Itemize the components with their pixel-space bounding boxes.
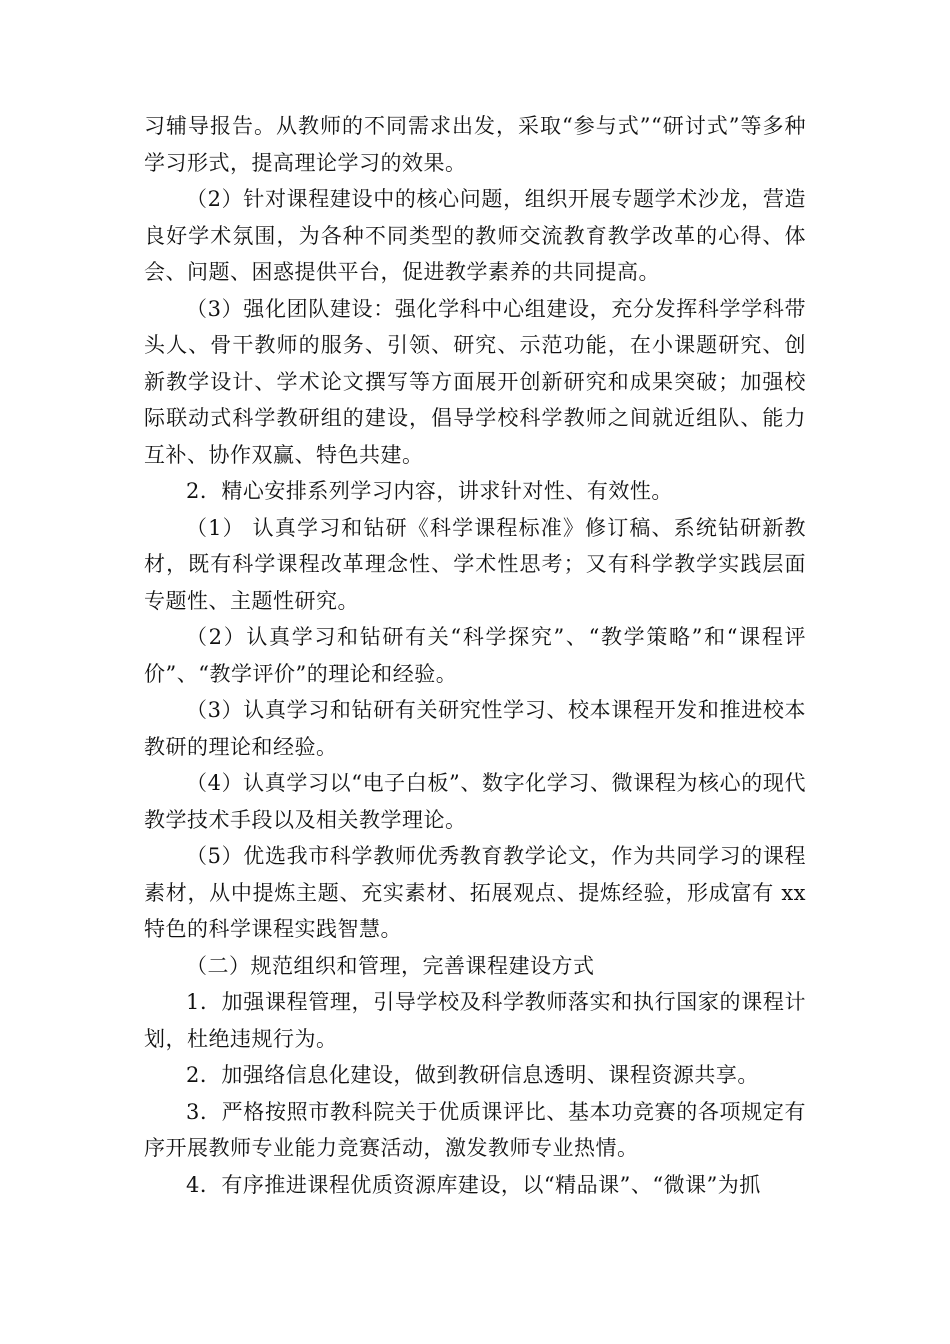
paragraph-item-2-inquiry: （2）认真学习和钻研有关“科学探究”、“教学策略”和“课程评价”、“教学评价”的理论和经验。	[144, 625, 806, 686]
paragraph-item-1-standard: （1） 认真学习和钻研《科学课程标准》修订稿、系统钻研新教材，既有科学课程改革理念性、学术性思考；又有科学教学实践层面专题性、主题性研究。	[144, 515, 806, 613]
paragraph-item-5-papers: （5）优选我市科学教师优秀教育教学论文，作为共同学习的课程素材，从中提炼主题、充实素材、拓展观点、提炼经验，形成富有 xx特色的科学课程实践智慧。	[144, 844, 806, 941]
paragraph-item-4-whiteboard: （4）认真学习以“电子白板”、数字化学习、微课程为核心的现代教学技术手段以及相关教学理论。	[144, 771, 806, 832]
paragraph-management-3: 3．严格按照市教科院关于优质课评比、基本功竞赛的各项规定有序开展教师专业能力竞赛活动，激发教师专业热情。	[144, 1099, 806, 1160]
paragraph-item-2-salon: （2）针对课程建设中的核心问题，组织开展专题学术沙龙，营造良好学术氛围，为各种不同类型的教师交流教育教学改革的心得、体会、问题、困惑提供平台，促进教学素养的共同提高。	[144, 187, 806, 284]
paragraph-heading-2-content: 2．精心安排系列学习内容，讲求针对性、有效性。	[186, 479, 673, 503]
paragraph-management-1: 1．加强课程管理，引导学校及科学教师落实和执行国家的课程计划，杜绝违规行为。	[144, 990, 806, 1051]
paragraph-item-3-research: （3）认真学习和钻研有关研究性学习、校本课程开发和推进校本教研的理论和经验。	[144, 698, 806, 759]
paragraph-management-2: 2．加强络信息化建设，做到教研信息透明、课程资源共享。	[186, 1063, 759, 1087]
paragraph-management-4: 4．有序推进课程优质资源库建设，以“精品课”、“微课”为抓	[186, 1172, 761, 1197]
document-body	[144, 108, 806, 1203]
paragraph-item-3-team: （3）强化团队建设：强化学科中心组建设，充分发挥科学学科带头人、骨干教师的服务、引领、研究、示范功能，在小课题研究、创新教学设计、学术论文撰写等方面展开创新研究和成果突破；加强校际联动式科学教研组的建设，倡导学校科学教师之间就近组队、能力互补、协作双赢、特色共建。	[144, 296, 806, 467]
section-heading-management: （二）规范组织和管理，完善课程建设方式	[186, 953, 595, 978]
paragraph-continuation: 习辅导报告。从教师的不同需求出发，采取“参与式”“研讨式”等多种学习形式，提高理论学习的效果。	[144, 114, 806, 175]
